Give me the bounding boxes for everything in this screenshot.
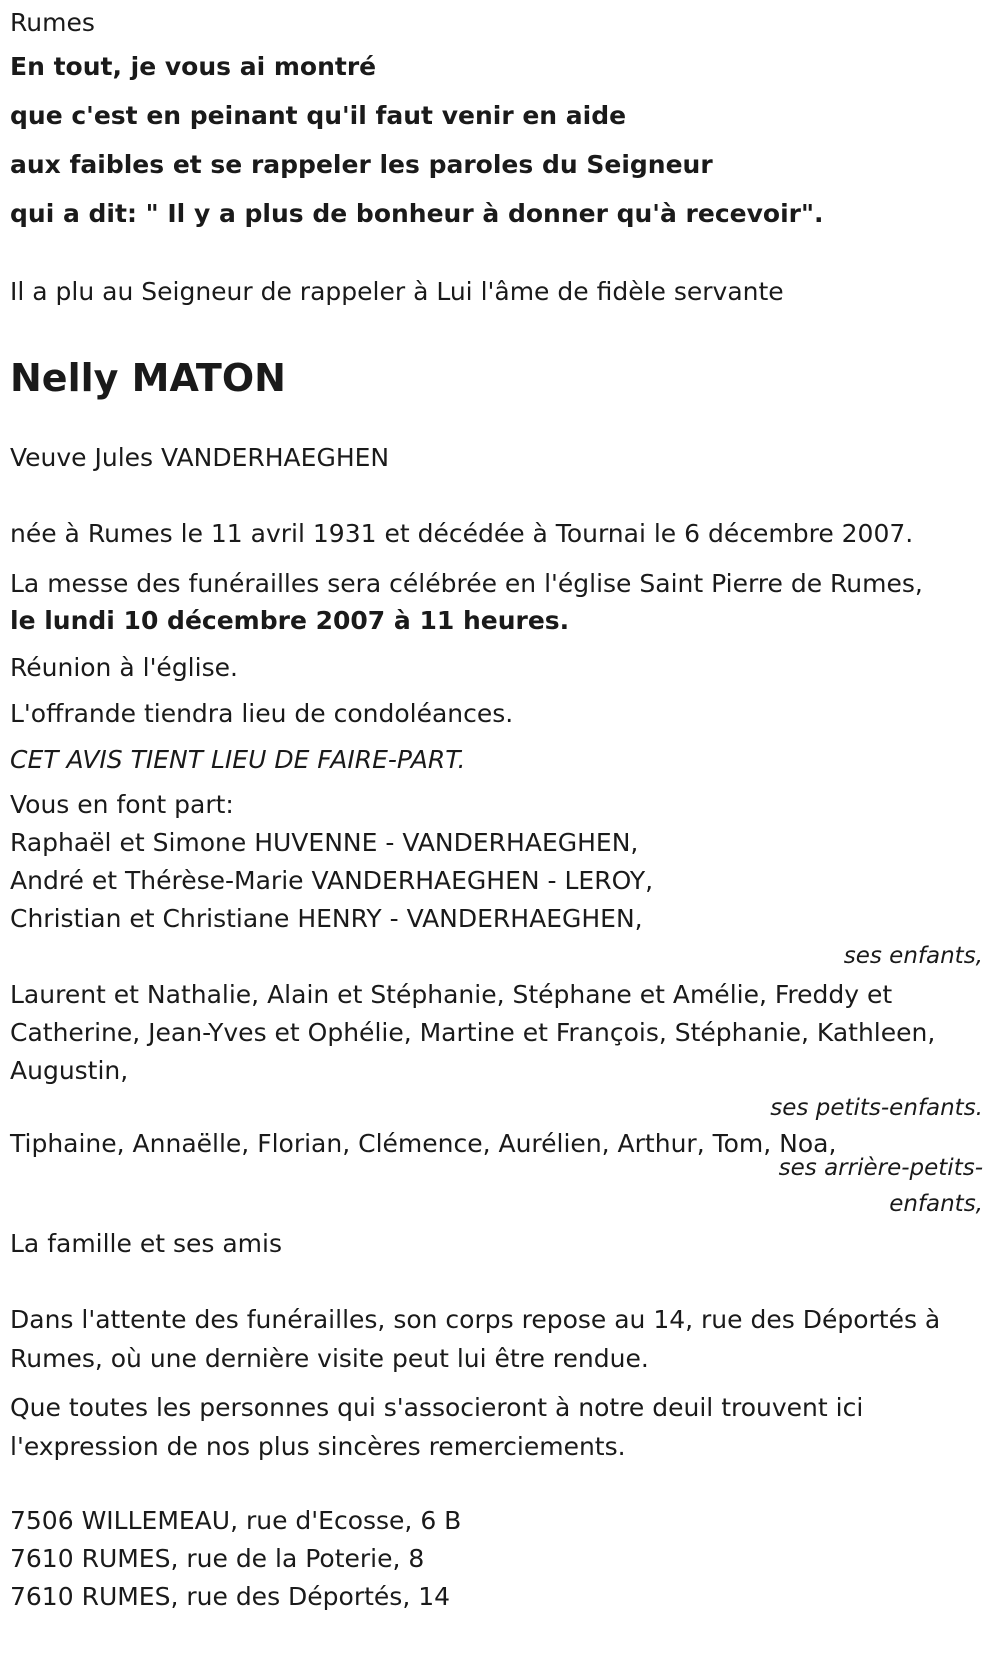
grandchildren-list: Laurent et Nathalie, Alain et Stéphanie, Stéphane et Amélie, Freddy et Catherine, Jean-Yves et Ophélie, Martine et François, Stéphanie, Kathleen, Augustin, — [10, 980, 936, 1085]
list-item: Christian et Christiane HENRY - VANDERHAEGHEN, — [10, 904, 643, 933]
rest-paragraph: Dans l'attente des funérailles, son corps repose au 14, rue des Déportés à Rumes, où une dernière visite peut lui être rendue. — [10, 1305, 941, 1373]
verse-line: qui a dit: " Il y a plus de bonheur à donner qu'à recevoir". — [10, 199, 824, 228]
children-role: ses enfants, — [843, 943, 983, 969]
deceased-name: Nelly MATON — [10, 356, 286, 400]
offering-line: L'offrande tiendra lieu de condoléances. — [10, 699, 514, 728]
birth-death-line: née à Rumes le 11 avril 1931 et décédée à Tournai le 6 décembre 2007. — [10, 519, 914, 548]
verse-line: que c'est en peinant qu'il faut venir en aide — [10, 101, 627, 130]
thanks-paragraph: Que toutes les personnes qui s'associeront à notre deuil trouvent ici l'expression de nos plus sincères remerciements. — [10, 1393, 864, 1461]
list-item: Raphaël et Simone HUVENNE - VANDERHAEGHEN, — [10, 828, 639, 857]
great-grandchildren-list: Tiphaine, Annaëlle, Florian, Clémence, Aurélien, Arthur, Tom, Noa, — [10, 1129, 837, 1158]
verse-line: aux faibles et se rappeler les paroles du Seigneur — [10, 150, 713, 179]
announce-line: Vous en font part: — [10, 790, 234, 819]
grandchildren-role: ses petits-enfants. — [770, 1095, 983, 1121]
mass-date: le lundi 10 décembre 2007 à 11 heures. — [10, 606, 570, 635]
address-line: 7506 WILLEMEAU, rue d'Ecosse, 6 B — [10, 1506, 462, 1535]
verse-line: En tout, je vous ai montré — [10, 52, 377, 81]
great-grandchildren-role: enfants, — [889, 1191, 983, 1217]
list-item: André et Thérèse-Marie VANDERHAEGHEN - LEROY, — [10, 866, 654, 895]
family-line: La famille et ses amis — [10, 1229, 282, 1258]
verse-block — [10, 42, 995, 238]
address-line: 7610 RUMES, rue des Déportés, 14 — [10, 1582, 451, 1611]
place-heading: Rumes — [10, 8, 95, 37]
notice-line: CET AVIS TIENT LIEU DE FAIRE-PART. — [10, 745, 466, 774]
address-list — [10, 1502, 995, 1616]
obituary-notice — [10, 0, 995, 1616]
meeting-line: Réunion à l'église. — [10, 653, 238, 682]
great-grandchildren-role: ses arrière-petits- — [778, 1155, 983, 1181]
children-list — [10, 824, 995, 938]
intro-text: Il a plu au Seigneur de rappeler à Lui l'âme de fidèle servante — [10, 277, 784, 306]
mass-line: La messe des funérailles sera célébrée en l'église Saint Pierre de Rumes, — [10, 569, 923, 598]
widow-line: Veuve Jules VANDERHAEGHEN — [10, 443, 390, 472]
address-line: 7610 RUMES, rue de la Poterie, 8 — [10, 1544, 425, 1573]
